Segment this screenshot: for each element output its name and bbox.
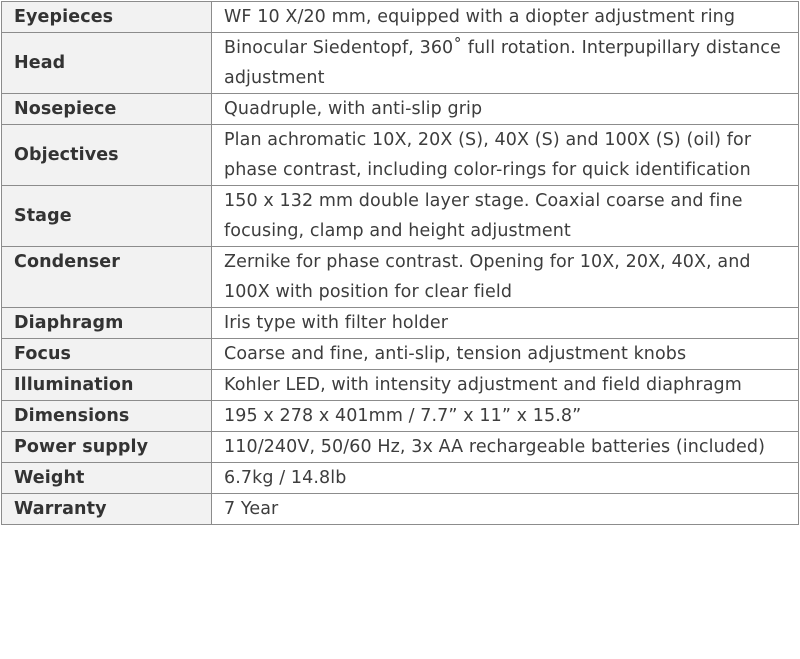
spec-value-diaphragm: Iris type with filter holder <box>212 308 799 339</box>
spec-value-head: Binocular Siedentopf, 360˚ full rotation. Interpupillary distance adjustment <box>212 33 799 94</box>
spec-label-dimensions: Dimensions <box>2 401 212 432</box>
spec-value-warranty: 7 Year <box>212 494 799 525</box>
table-row-eyepieces <box>2 2 799 33</box>
table-row-warranty <box>2 494 799 525</box>
spec-value-focus: Coarse and fine, anti-slip, tension adjustment knobs <box>212 339 799 370</box>
spec-label-condenser: Condenser <box>2 247 212 308</box>
spec-label-nosepiece: Nosepiece <box>2 94 212 125</box>
table-row-condenser <box>2 247 799 308</box>
table-row-diaphragm <box>2 308 799 339</box>
spec-value-weight: 6.7kg / 14.8lb <box>212 463 799 494</box>
table-row-stage <box>2 186 799 247</box>
spec-label-objectives: Objectives <box>2 125 212 186</box>
table-row-weight <box>2 463 799 494</box>
spec-value-condenser: Zernike for phase contrast. Opening for 10X, 20X, 40X, and 100X with position for clear field <box>212 247 799 308</box>
spec-value-illumination: Kohler LED, with intensity adjustment and field diaphragm <box>212 370 799 401</box>
spec-label-stage: Stage <box>2 186 212 247</box>
spec-label-focus: Focus <box>2 339 212 370</box>
table-row-head <box>2 33 799 94</box>
spec-value-nosepiece: Quadruple, with anti-slip grip <box>212 94 799 125</box>
spec-value-objectives: Plan achromatic 10X, 20X (S), 40X (S) and 100X (S) (oil) for phase contrast, including color-rings for quick identification <box>212 125 799 186</box>
spec-label-warranty: Warranty <box>2 494 212 525</box>
spec-value-stage: 150 x 132 mm double layer stage. Coaxial coarse and fine focusing, clamp and height adjustment <box>212 186 799 247</box>
spec-value-power-supply: 110/240V, 50/60 Hz, 3x AA rechargeable batteries (included) <box>212 432 799 463</box>
spec-label-power-supply: Power supply <box>2 432 212 463</box>
table-row-focus <box>2 339 799 370</box>
spec-label-weight: Weight <box>2 463 212 494</box>
spec-value-dimensions: 195 x 278 x 401mm / 7.7” x 11” x 15.8” <box>212 401 799 432</box>
spec-value-eyepieces: WF 10 X/20 mm, equipped with a diopter adjustment ring <box>212 2 799 33</box>
table-row-objectives <box>2 125 799 186</box>
spec-label-diaphragm: Diaphragm <box>2 308 212 339</box>
table-row-dimensions <box>2 401 799 432</box>
table-row-illumination <box>2 370 799 401</box>
table-row-power-supply <box>2 432 799 463</box>
table-row-nosepiece <box>2 94 799 125</box>
spec-label-illumination: Illumination <box>2 370 212 401</box>
spec-label-eyepieces: Eyepieces <box>2 2 212 33</box>
specifications-table <box>1 1 799 525</box>
spec-label-head: Head <box>2 33 212 94</box>
